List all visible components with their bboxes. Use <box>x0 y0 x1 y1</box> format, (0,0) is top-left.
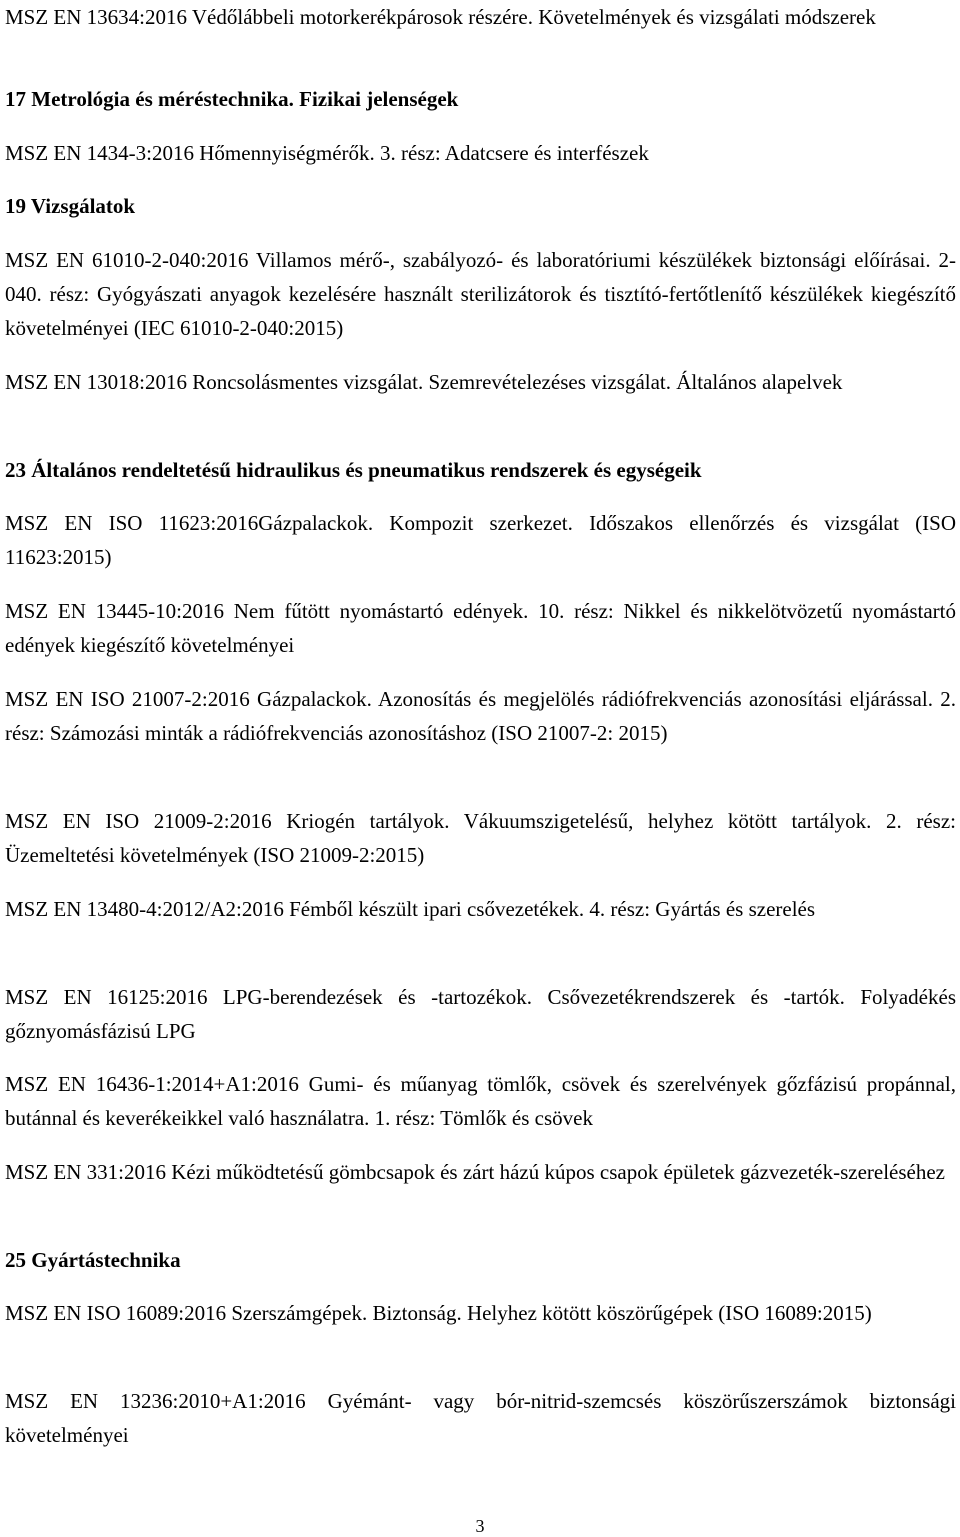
standard-entry: MSZ EN 16125:2016 LPG-berendezések és -tartozékok. Csővezetékrendszerek és -tartók. Folyadékés gőznyomásfázisú LPG <box>5 985 956 1043</box>
section-heading: 17 Metrológia és méréstechnika. Fizikai jelenségek <box>5 87 459 111</box>
section-heading: 23 Általános rendeltetésű hidraulikus és pneumatikus rendszerek és egységeik <box>5 458 702 482</box>
section-heading: 19 Vizsgálatok <box>5 194 136 218</box>
standard-entry: MSZ EN 13480-4:2012/A2:2016 Fémből készült ipari csővezetékek. 4. rész: Gyártás és szerelés <box>5 897 816 921</box>
standard-entry: MSZ EN 13236:2010+A1:2016 Gyémánt- vagy bór-nitrid-szemcsés köszörűszerszámok biztonsági követelményei <box>5 1389 956 1447</box>
section-heading: 25 Gyártástechnika <box>5 1248 181 1272</box>
standard-entry: MSZ EN 16436-1:2014+A1:2016 Gumi- és műanyag tömlők, csövek és szerelvények gőzfázisú propánnal, butánnal és keverékeikkel való használatra. 1. rész: Tömlők és csövek <box>5 1072 956 1130</box>
standard-entry: MSZ EN 61010-2-040:2016 Villamos mérő-, szabályozó- és laboratóriumi készülékek biztonsági előírásai. 2-040. rész: Gyógyászati anyagok kezelésére használt sterilizátorok és tisztító-fertőtlenítő készülékek kiegészítő követelményei (IEC 61010-2-040:2015) <box>5 248 956 340</box>
standard-entry: MSZ EN 13445-10:2016 Nem fűtött nyomástartó edények. 10. rész: Nikkel és nikkelötvözetű nyomástartó edények kiegészítő követelményei <box>5 599 956 657</box>
page-number: 3 <box>475 1516 485 1536</box>
standard-entry: MSZ EN ISO 11623:2016Gázpalackok. Kompozit szerkezet. Időszakos ellenőrzés és vizsgálat (ISO 11623:2015) <box>5 511 956 569</box>
standard-entry: MSZ EN ISO 21009-2:2016 Kriogén tartályok. Vákuumszigetelésű, helyhez kötött tartályok. 2. rész: Üzemeltetési követelmények (ISO 21009-2:2015) <box>5 809 956 867</box>
standard-entry: MSZ EN ISO 16089:2016 Szerszámgépek. Biztonság. Helyhez kötött köszörűgépek (ISO 16089:2015) <box>5 1301 872 1325</box>
standard-entry: MSZ EN ISO 21007-2:2016 Gázpalackok. Azonosítás és megjelölés rádiófrekvenciás azonosítási eljárással. 2. rész: Számozási minták a rádiófrekvenciás azonosításhoz (ISO 21007-2: 2015) <box>5 687 956 745</box>
standard-entry: MSZ EN 331:2016 Kézi működtetésű gömbcsapok és zárt házú kúpos csapok épületek gázvezeték-szereléséhez <box>5 1160 946 1184</box>
standard-entry: MSZ EN 13634:2016 Védőlábbeli motorkerékpárosok részére. Követelmények és vizsgálati módszerek <box>5 5 876 29</box>
standard-entry: MSZ EN 13018:2016 Roncsolásmentes vizsgálat. Szemrevételezéses vizsgálat. Általános alapelvek <box>5 370 843 394</box>
standard-entry: MSZ EN 1434-3:2016 Hőmennyiségmérők. 3. rész: Adatcsere és interfészek <box>5 141 649 165</box>
